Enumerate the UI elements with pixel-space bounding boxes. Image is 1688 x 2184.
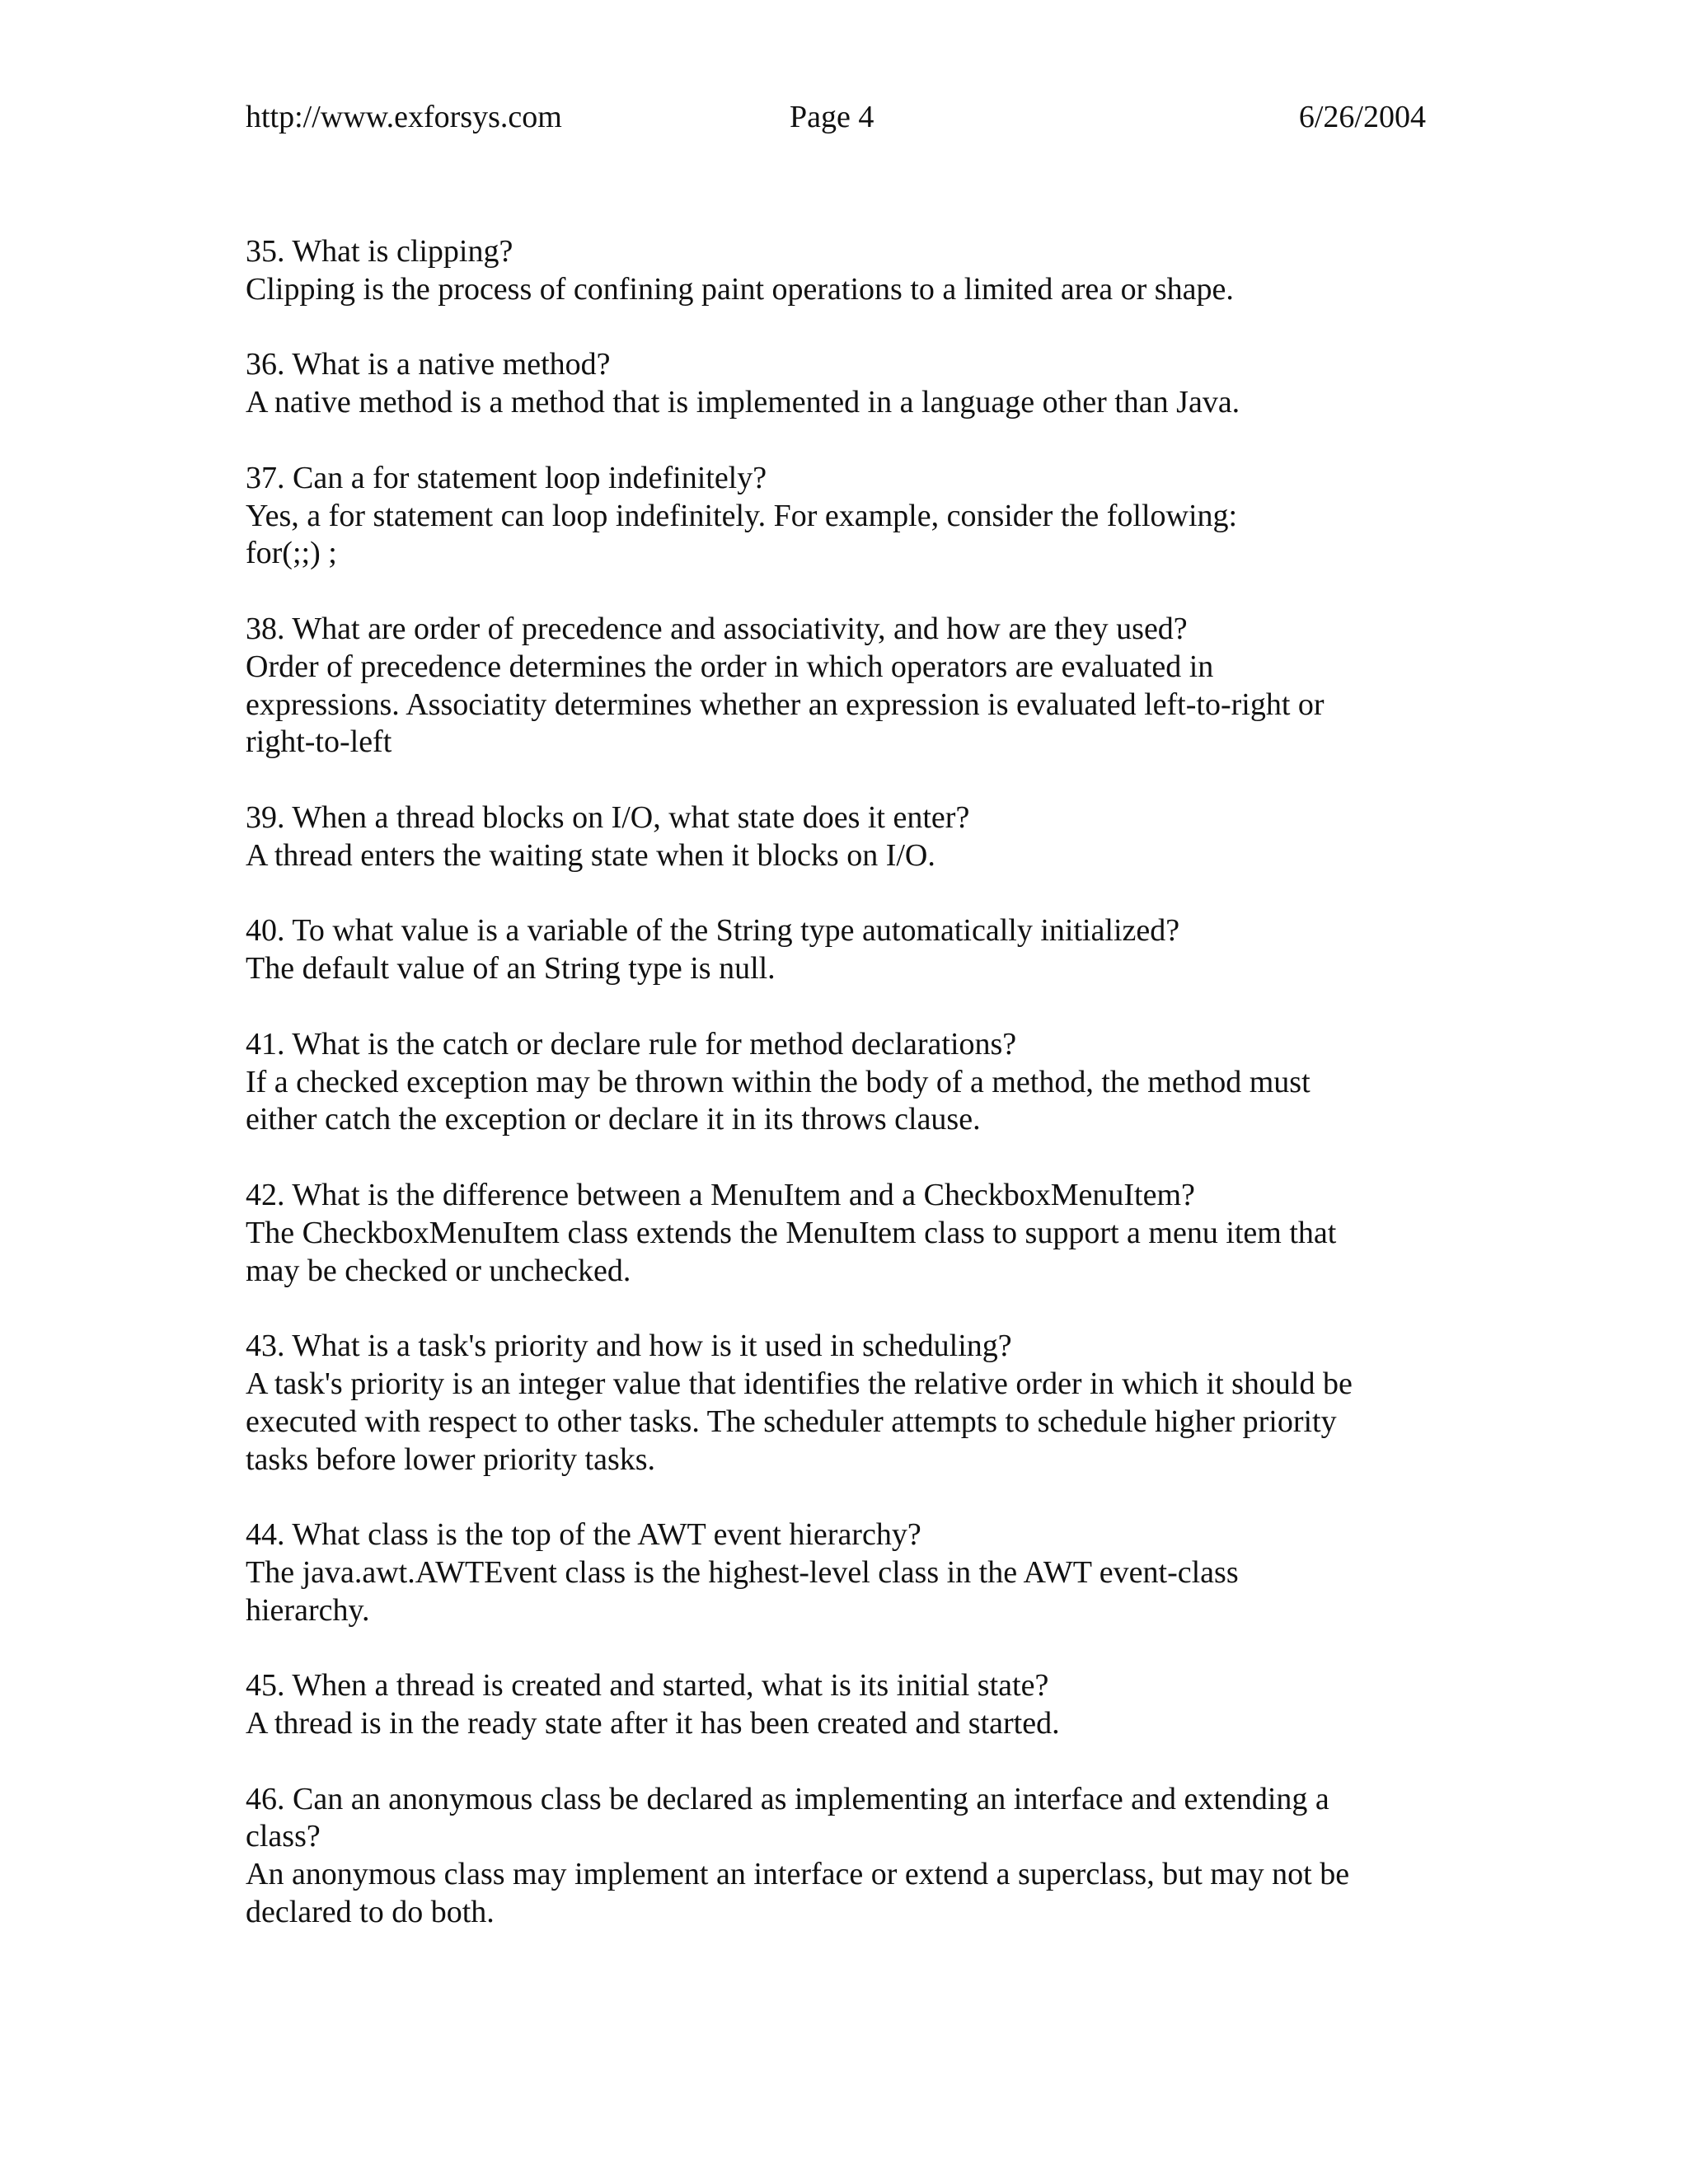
qa-item: [246, 233, 1432, 309]
question: 45. When a thread is created and started, what is its initial state?: [246, 1668, 1049, 1704]
answer: If a checked exception may be thrown within the body of a method, the method must either catch the exception or declare it in its throws clause.: [246, 1064, 1311, 1137]
question: 37. Can a for statement loop indefinitely?: [246, 460, 767, 495]
qa-item: [246, 1667, 1432, 1743]
question: 38. What are order of precedence and associativity, and how are they used?: [246, 611, 1188, 646]
qa-item: [246, 799, 1432, 875]
question: 41. What is the catch or declare rule for method declarations?: [246, 1026, 1017, 1062]
question: 35. What is clipping?: [246, 234, 513, 269]
question: 40. To what value is a variable of the String type automatically initialized?: [246, 913, 1180, 949]
question: 36. What is a native method?: [246, 347, 611, 382]
qa-item: [246, 611, 1432, 762]
question: 43. What is a task's priority and how is it used in scheduling?: [246, 1329, 1012, 1364]
qa-item: [246, 460, 1432, 573]
question: 44. What class is the top of the AWT event hierarchy?: [246, 1517, 921, 1553]
question: 39. When a thread blocks on I/O, what state does it enter?: [246, 799, 970, 835]
answer: The default value of an String type is null.: [246, 951, 776, 987]
qa-item: [246, 1516, 1432, 1629]
answer: A task's priority is an integer value that identifies the relative order in which it should be executed with respect to other tasks. The scheduler attempts to schedule higher priority tasks before lower priority tasks.: [246, 1366, 1353, 1477]
answer: An anonymous class may implement an interface or extend a superclass, but may not be declared to do both.: [246, 1857, 1350, 1930]
qa-item: [246, 1781, 1432, 1932]
qa-item: [246, 1328, 1432, 1479]
header-date: 6/26/2004: [1298, 100, 1426, 134]
question: 42. What is the difference between a MenuItem and a CheckboxMenuItem?: [246, 1177, 1195, 1212]
page-number: Page 4: [790, 100, 874, 134]
answer: A thread is in the ready state after it has been created and started.: [246, 1706, 1060, 1741]
qa-item: [246, 1026, 1432, 1139]
answer: The CheckboxMenuItem class extends the MenuItem class to support a menu item that may be checked or unchecked.: [246, 1215, 1337, 1288]
qa-list: [246, 233, 1432, 1970]
answer: Yes, a for statement can loop indefinitely. For example, consider the following: for(;;) ;: [246, 498, 1238, 571]
answer: A native method is a method that is implemented in a language other than Java.: [246, 385, 1240, 420]
answer: Clipping is the process of confining paint operations to a limited area or shape.: [246, 271, 1234, 307]
page-header: [246, 96, 1426, 138]
qa-item: [246, 346, 1432, 422]
header-url: http://www.exforsys.com: [246, 100, 562, 134]
answer: A thread enters the waiting state when it blocks on I/O.: [246, 837, 935, 873]
question: 46. Can an anonymous class be declared as implementing an interface and extending a class?: [246, 1781, 1329, 1854]
qa-item: [246, 1177, 1432, 1290]
answer: Order of precedence determines the order in which operators are evaluated in expressions. Associatity determines whether an expression is evaluated left-to-right or right-to-left: [246, 649, 1325, 760]
answer: The java.awt.AWTEvent class is the highest-level class in the AWT event-class hierarchy.: [246, 1554, 1239, 1628]
qa-item: [246, 912, 1432, 988]
